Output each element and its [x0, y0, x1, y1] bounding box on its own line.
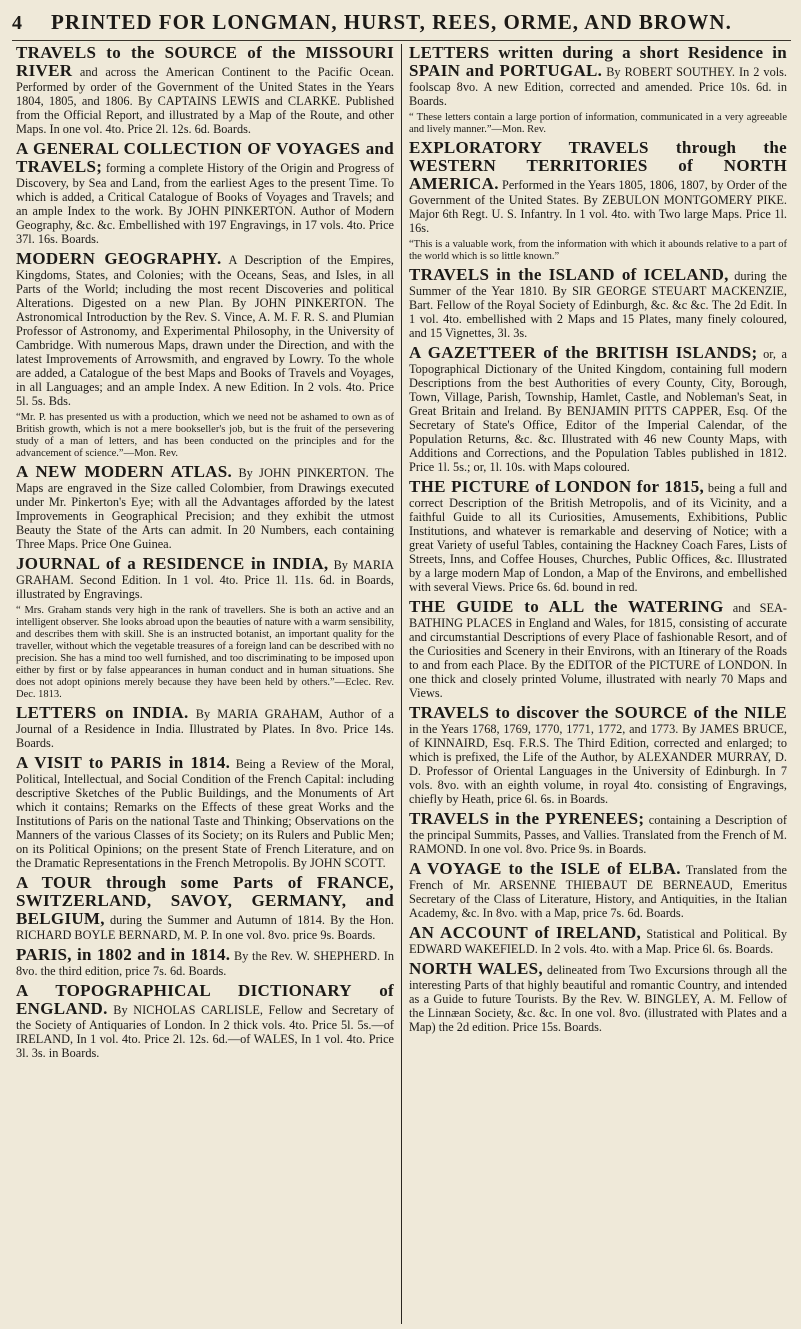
book-description: By MARIA GRAHAM, Author of a Journal of a Residence in India. Illustrated by Plates. In 8vo. Price 14s. Boards. — [16, 707, 394, 750]
book-advertisement — [16, 874, 394, 942]
imprint-line: PRINTED FOR LONGMAN, HURST, REES, ORME, AND BROWN. — [51, 10, 732, 34]
book-title: A GAZETTEER of the BRITISH ISLANDS; — [409, 343, 758, 362]
book-advertisement — [409, 478, 787, 594]
book-title: TRAVELS in the PYRENEES; — [409, 809, 645, 828]
book-description: Translated from the French of Mr. ARSENNE THIEBAUT DE BERNEAUD, Emeritus Secretary of the Class of Literature, History, and Antiquities, in the Italian Academy, &c. In 8vo. with a Map, price 7s. 6d. Boards. — [409, 863, 787, 920]
book-title: THE PICTURE of LONDON for 1815, — [409, 477, 705, 496]
book-advertisement — [409, 598, 787, 700]
book-description: By MARIA GRAHAM. Second Edition. In 1 vol. 4to. Price 1l. 11s. 6d. in Boards, illustrated by Engravings. — [16, 558, 394, 601]
book-advertisement — [409, 139, 787, 235]
book-advertisement — [16, 754, 394, 870]
book-description: By NICHOLAS CARLISLE, Fellow and Secretary of the Society of Antiquaries of London. In 2 thick vols. 4to. Price 5l. 5s.—of IRELAND, In 1 vol. 4to. Price 2l. 12s. 6d.—of WALES, In 1 vol. 4to. Price 3l. 3s. in Boards. — [16, 1003, 394, 1060]
book-description: Statistical and Political. By EDWARD WAKEFIELD. In 2 vols. 4to. with a Map. Price 6l. 6s. Boards. — [409, 927, 787, 956]
book-title: NORTH WALES, — [409, 959, 543, 978]
book-description: By JOHN PINKERTON. The Maps are engraved in the Size called Colombier, from Drawings executed under Mr. Pinkerton's Eye; with all the Advantages afforded by the latest Improvements in Geographical Precision; and they exhibit the utmost Beauty the State of the Arts can admit. In 20 Numbers, each containing Three Maps. Price One Guinea. — [16, 466, 394, 551]
left-column — [12, 44, 398, 1324]
book-title: A VOYAGE to the ISLE of ELBA. — [409, 859, 681, 878]
book-description: and across the American Continent to the Pacific Ocean. Performed by order of the Government of the United States in the Years 1804, 1805, and 1806. By CAPTAINS LEWIS and CLARKE. Published from the Official Report, and illustrated by a Map of the Route, and other Maps. In one vol. 4to. Price 2l. 12s. 6d. Boards. — [16, 65, 394, 136]
book-advertisement — [16, 946, 394, 978]
book-advertisement — [16, 44, 394, 136]
review-quote: “ These letters contain a large portion of information, communicated in a very agreeable and lively manner.”—Mon. Rev. — [409, 112, 787, 135]
book-advertisement — [16, 555, 394, 601]
book-description: or, a Topographical Dictionary of the United Kingdom, containing full modern Descriptions from the best Authorities of every County, City, Borough, Town, Village, Parish, Township, Hamlet, Castle, and Nobleman's Seat, in Great Britain and Ireland. By BENJAMIN PITTS CAPPER, Esq. Of the Secretary of State's Office, Editor of the Imperial Calendar, of the Population Returns, &c. &c. Illustrated with 46 new County Maps, with Additions and Corrections, and the Population Tables published in 1812. Price 1l. 5s.; or, 1l. 10s. with Maps coloured. — [409, 347, 787, 474]
review-quote: “Mr. P. has presented us with a production, which we need not be ashamed to own as of British growth, which is not a mere bookseller's job, but is the fruit of the persevering study of a man of letters, and has been conducted on the principles and for the advancement of science.”—Mon. Rev. — [16, 412, 394, 459]
book-description: in the Years 1768, 1769, 1770, 1771, 1772, and 1773. By JAMES BRUCE, of KINNAIRD, Esq. F.R.S. The Third Edition, corrected and enlarged; to which is prefixed, the Life of the Author, by ALEXANDER MURRAY, D. D. Professor of Oriental Languages in the University of Edinburgh. In 7 vols. 8vo. with an eighth volume, in royal 4to. consisting of Engravings, chiefly by Heath, price 6l. 6s. in Boards. — [409, 722, 787, 806]
book-title: MODERN GEOGRAPHY. — [16, 249, 222, 268]
book-advertisement — [16, 982, 394, 1060]
book-description: forming a complete History of the Origin and Progress of Discovery, by Sea and Land, from the earliest Ages to the present Time. To which is added, a Critical Catalogue of Books of Voyages and Travels; and an ample Index to the work. By JOHN PINKERTON. Author of Modern Geography, &c. &c. Embellished with 197 Engravings, in 17 vols. 4to. Price 37l. 16s. Boards. — [16, 161, 394, 246]
book-title: JOURNAL of a RESIDENCE in INDIA, — [16, 554, 329, 573]
book-description: being a full and correct Description of the British Metropolis, and of its Vicinity, and a faithful Guide to all its Curiosities, Amusements, Exhibitions, Public Institutions, and whatever is remarkable and deserving of Notice; with a great Variety of useful Tables, containing the Hackney Coach Fares, Lists of Streets, Inns, and Coffee Houses, Churches, Public Offices, &c. Illustrated by a large modern Map of London, a Map of the Environs, and embellished with several Views. Price 6s. 6d. bound in red. — [409, 481, 787, 594]
book-description: delineated from Two Excursions through all the interesting Parts of that highly beautiful and romantic Country, and intended as a Guide to future Tourists. By the Rev. W. BINGLEY, A. M. Fellow of the Linnæan Society, &c. &c. In one vol. 8vo. (illustrated with Plates and a Map) the 2d edition. Price 15s. Boards. — [409, 963, 788, 1034]
book-title: A NEW MODERN ATLAS. — [16, 462, 233, 481]
book-description: Performed in the Years 1805, 1806, 1807, by Order of the Government of the United States. By ZEBULON MONTGOMERY PIKE. Major 6th Regt. U. S. Infantry. In 1 vol. 4to. with Two large Maps. Price 1l. 16s. — [409, 178, 787, 235]
book-description: By the Rev. W. SHEPHERD. In 8vo. the third edition, price 7s. 6d. Boards. — [16, 949, 394, 978]
book-title: LETTERS on INDIA. — [16, 703, 189, 722]
book-title: THE GUIDE to ALL the WATERING — [409, 597, 724, 616]
book-advertisement — [409, 344, 787, 474]
page-number: 4 — [12, 12, 23, 34]
column-rule — [401, 44, 402, 1324]
book-title: A TOPOGRAPHICAL DICTIONARY of ENGLAND. — [16, 981, 394, 1018]
right-column — [405, 44, 791, 1324]
book-title: TRAVELS to discover the SOURCE of the NILE — [409, 703, 787, 722]
book-advertisement — [16, 250, 394, 408]
book-title: EXPLORATORY TRAVELS through the WESTERN TERRITORIES of NORTH AMERICA. — [409, 138, 787, 193]
review-quote: “ Mrs. Graham stands very high in the rank of travellers. She is both an active and an intelligent observer. She looks abroad upon the beauties of nature with a warm sensibility, and describes them with skill. She is an instructed botanist, an important quality for the traveller, without which the vegetable treasures of a foreign land can be described with no precision. She has a mind too well furnished, and too discriminating to be imposed upon either by first or by false appearances in human conduct and in human situations. She does not adopt opinions merely because they have been held by others.”—Eclec. Rev. Dec. 1813. — [16, 605, 394, 700]
book-title: LETTERS written during a short Residence in SPAIN and PORTUGAL. — [409, 44, 787, 80]
book-description: during the Summer and Autumn of 1814. By the Hon. RICHARD BOYLE BERNARD, M. P. In one vol. 8vo. price 9s. Boards. — [16, 913, 394, 942]
page-header — [12, 10, 791, 41]
book-description: during the Summer of the Year 1810. By SIR GEORGE STEUART MACKENZIE, Bart. Fellow of the Royal Society of Edinburgh, &c. &c &c. The 2d Edit. In 1 vol. 4to. embellished with 2 Maps and 15 Plates, many finely coloured, and 15 Vignettes, 3l. 3s. — [409, 269, 787, 340]
book-description: and SEA-BATHING PLACES in England and Wales, for 1815, consisting of accurate and circumstantial Descriptions of every Place of fashionable Resort, and of the Curiosities and Scenery in their Environs, with an Itinerary of the Roads to and from each Place. By the EDITOR of the PICTURE of LONDON. In one thick and closely printed Volume, illustrated with nearly 70 Maps and Views. — [409, 601, 787, 700]
book-advertisement — [409, 704, 787, 806]
book-title: TRAVELS to the SOURCE of the MISSOURI RIVER — [16, 44, 394, 80]
book-title: PARIS, in 1802 and in 1814. — [16, 945, 231, 964]
book-advertisement — [409, 960, 787, 1034]
book-description: By ROBERT SOUTHEY. In 2 vols. foolscap 8vo. A new Edition, corrected and amended. Price 10s. 6d. in Boards. — [409, 65, 787, 108]
book-title: A GENERAL COLLECTION OF VOYAGES and TRAVELS; — [16, 139, 394, 176]
book-advertisement — [16, 140, 394, 246]
book-title: A TOUR through some Parts of FRANCE, SWITZERLAND, SAVOY, GERMANY, and BELGIUM, — [16, 873, 394, 928]
book-advertisement — [409, 860, 787, 920]
book-advertisement — [16, 704, 394, 750]
book-advertisement — [409, 266, 787, 340]
book-advertisement — [409, 924, 787, 956]
columns — [12, 44, 791, 1324]
book-description: containing a Description of the principal Summits, Passes, and Vallies. Translated from the French of M. RAMOND. In one vol. 8vo. Price 9s. in Boards. — [409, 813, 788, 856]
book-advertisement — [409, 810, 787, 856]
book-title: A VISIT to PARIS in 1814. — [16, 753, 231, 772]
book-title: TRAVELS in the ISLAND of ICELAND, — [409, 265, 729, 284]
review-quote: “This is a valuable work, from the information with which it abounds relative to a part of the world which is so little known.” — [409, 239, 787, 262]
book-description: Being a Review of the Moral, Political, Intellectual, and Social Condition of the French Capital: including descriptive Sketches of the Public Buildings, and the Monuments of Art which it contains; Remarks on the Effects of these great Works and the Institutions of Paris on the national Taste and Thinking; Observations on the Manners of the various Classes of its Society; on its Rulers and Public Men; on its Political Opinions; on the present State of French Literature, and on the Dramatic Representations in the French Metropolis. By JOHN SCOTT. — [16, 757, 394, 870]
book-title: AN ACCOUNT of IRELAND, — [409, 923, 642, 942]
book-advertisement — [409, 44, 787, 108]
book-advertisement — [16, 463, 394, 551]
book-description: A Description of the Empires, Kingdoms, States, and Colonies; with the Oceans, Seas, and Isles, in all Parts of the World; including the most recent Discoveries and political Alterations. Digested on a new Plan. By JOHN PINKERTON. The Astronomical Introduction by the Rev. S. Vince, A. M. F. R. S. and Plumian Professor of Astronomy, and Experimental Philosophy, in the University of Cambridge. With numerous Maps, drawn under the Direction, and with the latest Improvements of Arrowsmith, and engraved by Lowry. To the whole are added, a Catalogue of the best Maps and Books of Travels and Voyages, in all Languages; and an ample Index. A new Edition. In 2 vols. 4to. Price 5l. 5s. Bds. — [16, 253, 394, 408]
